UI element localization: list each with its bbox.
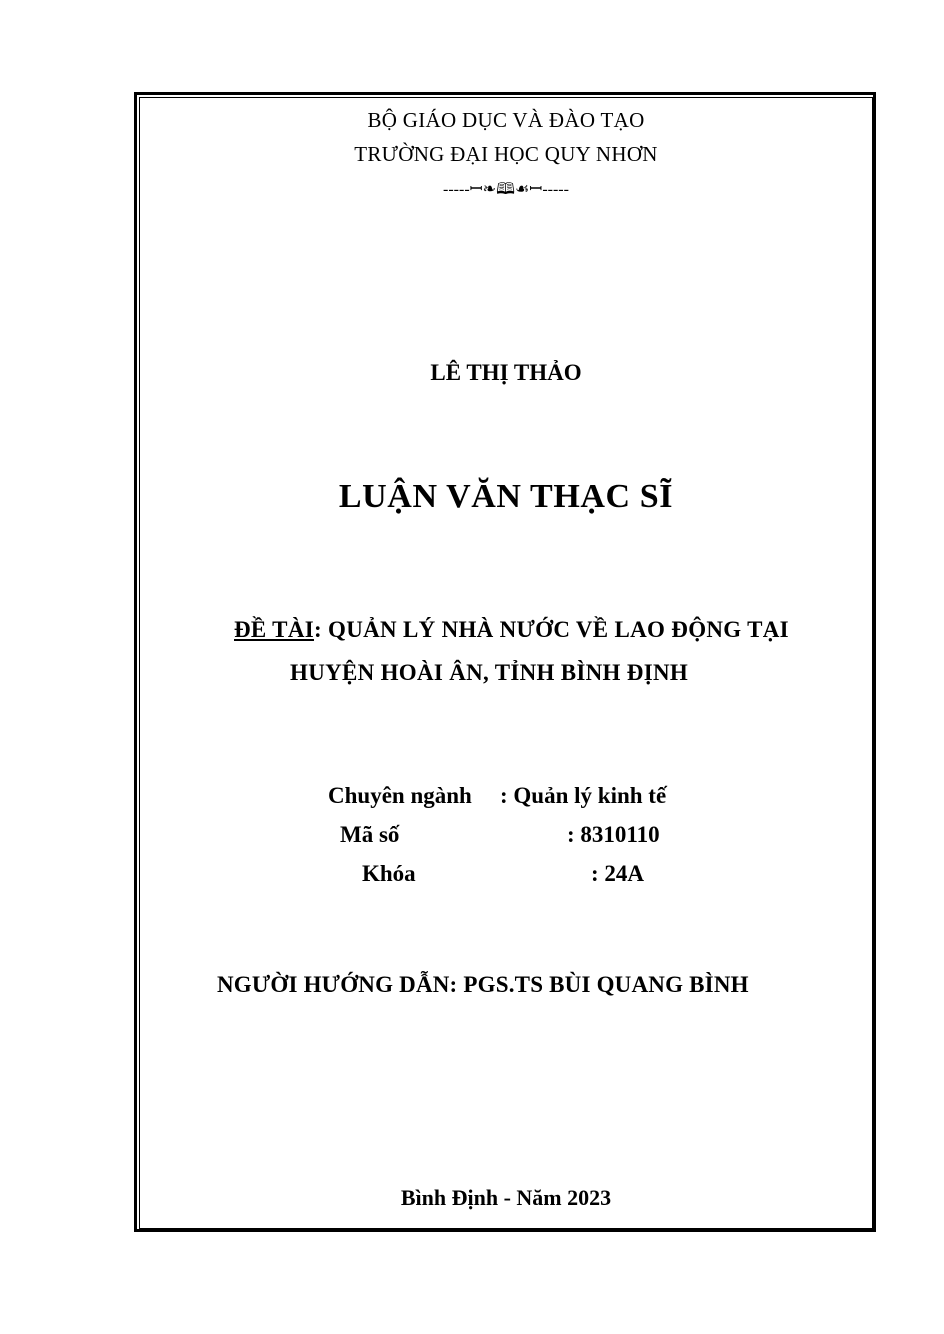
ornament-divider: -----ꟷ❧🕮☙ꟷ----- [443, 181, 569, 198]
major-label: Chuyên ngành [328, 783, 472, 808]
topic-label: ĐỀ TÀI [234, 617, 314, 642]
ministry-name: BỘ GIÁO DỤC VÀ ĐÀO TẠO [367, 108, 645, 132]
course-label: Khóa [362, 861, 416, 886]
topic-text-1: : QUẢN LÝ NHÀ NƯỚC VỀ LAO ĐỘNG TẠI [314, 617, 789, 642]
major-value: : Quản lý kinh tế [500, 783, 667, 808]
topic-line-2: HUYỆN HOÀI ÂN, TỈNH BÌNH ĐỊNH [290, 660, 689, 685]
university-name: TRƯỜNG ĐẠI HỌC QUY NHƠN [354, 142, 658, 166]
thesis-type-title: LUẬN VĂN THẠC SĨ [338, 478, 674, 515]
code-label: Mã số [340, 822, 400, 847]
advisor-line: NGƯỜI HƯỚNG DẪN: PGS.TS BÙI QUANG BÌNH [217, 972, 749, 997]
author-name: LÊ THỊ THẢO [430, 360, 582, 385]
code-value: : 8310110 [567, 822, 660, 847]
place-date: Bình Định - Năm 2023 [400, 1185, 612, 1210]
course-value: : 24A [591, 861, 645, 886]
topic-line-1 [234, 617, 789, 643]
